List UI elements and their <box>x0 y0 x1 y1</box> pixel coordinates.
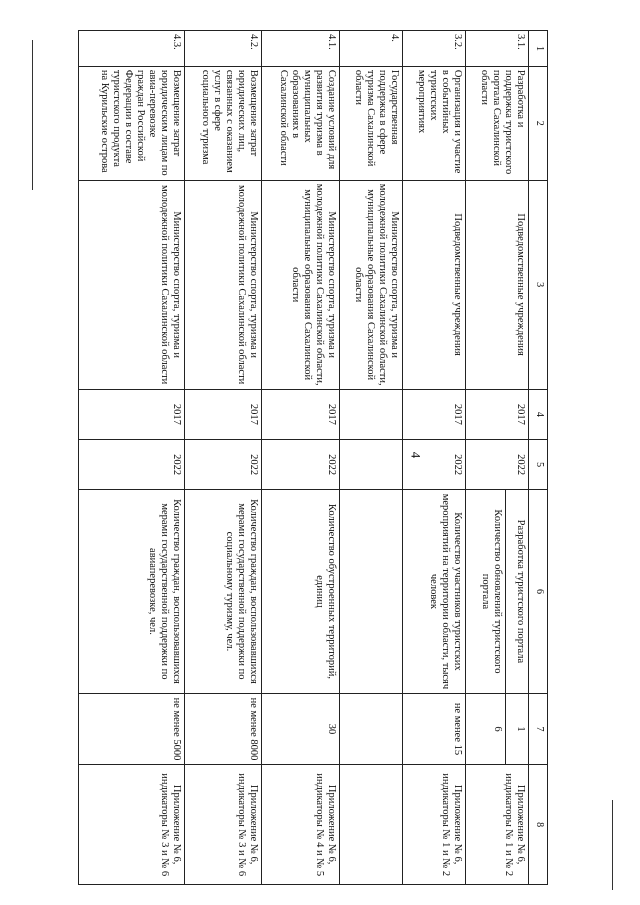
executor: Министерство спорта, туризма и молодежной политики Сахалинской области, муниципальные образования Сахалинской области <box>262 180 339 389</box>
start-year: 2017 <box>465 389 528 439</box>
indicator-name <box>339 490 402 693</box>
appendix-link: Приложение № 6, индикаторы № 3 и № 6 <box>79 765 185 885</box>
col-header-8: 8 <box>529 765 548 885</box>
scan-edge-mark-bottom <box>612 800 613 890</box>
row-number: 4. <box>339 31 402 67</box>
start-year: 2017 <box>185 389 262 439</box>
appendix-link: Приложение № 6, индикаторы № 3 и № 6 <box>185 765 262 885</box>
indicator-value <box>339 693 402 765</box>
col-header-3: 3 <box>529 180 548 389</box>
row-number: 4.1. <box>262 31 339 67</box>
indicator-value: не менее 15 <box>402 693 465 765</box>
measure-name: Государственная поддержка в сфере туризма Сахалинской области <box>339 66 402 180</box>
measure-name: Разработка и поддержка туристского портала Сахалинской области <box>465 66 528 180</box>
table-row <box>505 31 528 885</box>
start-year <box>339 389 402 439</box>
executor: Министерство спорта, туризма и молодежной политики Сахалинской области <box>185 180 262 389</box>
end-year: 2022 <box>185 440 262 490</box>
col-header-4: 4 <box>529 389 548 439</box>
end-year: 2022 <box>262 440 339 490</box>
measure-name: Организация и участие в событийных туристских мероприятиях <box>402 66 465 180</box>
document-table-container <box>78 30 548 885</box>
indicator-name: Количество обновлений туристского портала <box>465 490 505 693</box>
indicator-value: не менее 8000 <box>185 693 262 765</box>
col-header-6: 6 <box>529 490 548 693</box>
indicator-name: Количество обустроенных территорий, единиц <box>262 490 339 693</box>
appendix-link: Приложение № 6, индикаторы № 1 и № 2 <box>465 765 528 885</box>
col-header-5: 5 <box>529 440 548 490</box>
end-year: 2022 <box>465 440 528 490</box>
executor: Министерство спорта, туризма и молодежной политики Сахалинской области, муниципальные образования Сахалинской области <box>339 180 402 389</box>
indicator-value: 30 <box>262 693 339 765</box>
indicator-name: Разработка туристского портала <box>505 490 528 693</box>
end-year <box>339 440 402 490</box>
table-row <box>185 31 262 885</box>
page-number: 4 <box>408 451 424 459</box>
table-row <box>262 31 339 885</box>
start-year: 2017 <box>262 389 339 439</box>
table-row <box>339 31 402 885</box>
appendix-link <box>339 765 402 885</box>
row-number: 4.2. <box>185 31 262 67</box>
indicator-value: 6 <box>465 693 505 765</box>
table-row <box>79 31 185 885</box>
row-number: 3.2. <box>402 31 465 67</box>
col-header-7: 7 <box>529 693 548 765</box>
end-year: 2022 <box>402 440 465 490</box>
row-number: 3.1. <box>465 31 528 67</box>
indicator-name: Количество участников туристских мероприятий на территории области, тысяч человек <box>402 490 465 693</box>
executor: Министерство спорта, туризма и молодежной политики Сахалинской области <box>79 180 185 389</box>
col-header-2: 2 <box>529 66 548 180</box>
appendix-link: Приложение № 6, индикаторы № 4 и № 5 <box>262 765 339 885</box>
table-header-row <box>529 31 548 885</box>
measures-table <box>78 30 548 885</box>
executor: Подведомственные учреждения <box>465 180 528 389</box>
start-year: 2017 <box>79 389 185 439</box>
row-number: 4.3. <box>79 31 185 67</box>
measure-name: Создание условий для развития туризма в муниципальных образованиях в Сахалинской области <box>262 66 339 180</box>
measure-name: Возмещение затрат юридическим лицам по авиа-перевозке граждан Российской Федерации в составе туристского продукта на Курильские острова <box>79 66 185 180</box>
table-row <box>402 31 465 885</box>
appendix-link: Приложение № 6, индикаторы № 1 и № 2 <box>402 765 465 885</box>
indicator-value: 1 <box>505 693 528 765</box>
measure-name: Возмещение затрат юридических лиц, связанных с оказанием услуг в сфере социального туризма <box>185 66 262 180</box>
executor: Подведомственные учреждения <box>402 180 465 389</box>
start-year: 2017 <box>402 389 465 439</box>
indicator-value: не менее 5000 <box>79 693 185 765</box>
col-header-1: 1 <box>529 31 548 67</box>
scan-edge-mark-top <box>32 40 33 190</box>
end-year: 2022 <box>79 440 185 490</box>
indicator-name: Количество граждан, воспользовавшихся мерами государственной поддержки по социальному туризму, чел. <box>185 490 262 693</box>
indicator-name: Количество граждан, воспользовавшихся мерами государственной поддержки по авиаперевозке, чел. <box>79 490 185 693</box>
